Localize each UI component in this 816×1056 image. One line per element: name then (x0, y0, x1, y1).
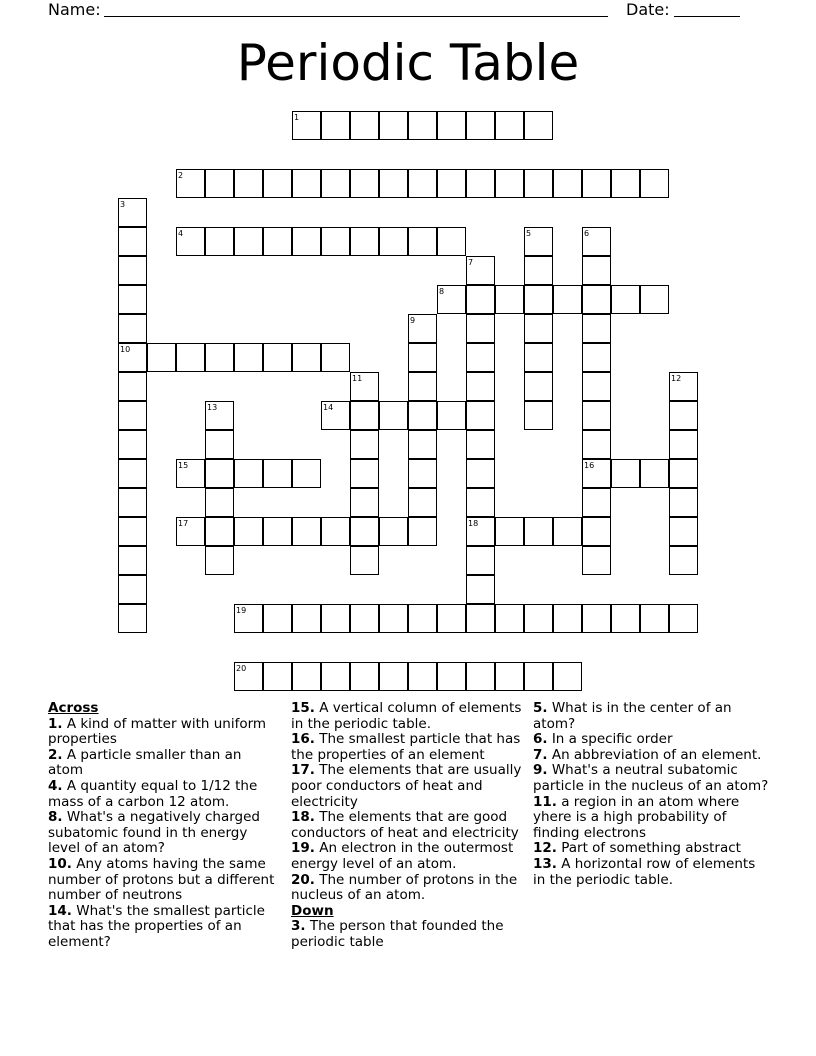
clue-number: 9 (410, 316, 416, 325)
grid-cell[interactable] (582, 372, 611, 401)
grid-cell[interactable] (437, 604, 466, 633)
grid-cell[interactable] (379, 169, 408, 198)
grid-cell[interactable] (466, 546, 495, 575)
grid-cell[interactable] (292, 604, 321, 633)
clue-down-13: 13. A horizontal row of elements in the periodic table. (533, 855, 756, 888)
grid-cell[interactable] (524, 169, 553, 198)
grid-cell[interactable] (437, 169, 466, 198)
grid-cell[interactable] (466, 111, 495, 140)
date-label: Date: (626, 0, 670, 19)
grid-cell[interactable] (321, 517, 350, 546)
grid-cell[interactable] (553, 169, 582, 198)
clue-across-17: 17. The elements that are usually poor conductors of heat and electricity (291, 762, 522, 810)
grid-cell[interactable] (524, 517, 553, 546)
clue-number: 16 (584, 461, 595, 470)
grid-cell[interactable] (437, 227, 466, 256)
grid-cell[interactable] (205, 343, 234, 372)
grid-cell[interactable] (292, 459, 321, 488)
grid-cell[interactable] (379, 517, 408, 546)
clue-across-14: 14. What's the smallest particle that has the properties of an element? (48, 902, 265, 950)
grid-cell[interactable] (466, 285, 495, 314)
grid-cell[interactable] (495, 169, 524, 198)
clue-across-20: 20. The number of protons in the nucleus of an atom. (291, 871, 518, 904)
grid-cell[interactable] (582, 314, 611, 343)
grid-cell[interactable] (495, 111, 524, 140)
clue-number: 12 (671, 374, 682, 383)
grid-cell[interactable] (350, 430, 379, 459)
grid-cell[interactable] (524, 314, 553, 343)
grid-cell[interactable] (408, 343, 437, 372)
grid-cell[interactable] (553, 662, 582, 691)
grid-cell[interactable] (466, 401, 495, 430)
grid-cell[interactable] (640, 604, 669, 633)
grid-cell[interactable] (379, 401, 408, 430)
clue-number: 10 (120, 345, 131, 354)
grid-cell[interactable] (611, 169, 640, 198)
grid-cell[interactable] (408, 459, 437, 488)
grid-cell[interactable] (234, 343, 263, 372)
clues-column-3 (533, 701, 769, 888)
grid-cell[interactable] (669, 430, 698, 459)
clue-across-8: 8. What's a negatively charged subatomic found in th energy level of an atom? (48, 809, 260, 857)
grid-cell[interactable] (321, 169, 350, 198)
grid-cell[interactable] (205, 169, 234, 198)
clue-number: 4 (178, 229, 184, 238)
page-title: Periodic Table (236, 34, 580, 92)
grid-cell[interactable] (495, 285, 524, 314)
grid-cell[interactable] (118, 372, 147, 401)
clue-down-3: 3. The person that founded the periodic table (291, 918, 504, 950)
clue-down-5: 5. What is in the center of an atom? (533, 700, 732, 732)
grid-cell[interactable] (524, 343, 553, 372)
grid-cell[interactable] (524, 662, 553, 691)
grid-cell[interactable] (669, 488, 698, 517)
grid-cell[interactable] (582, 488, 611, 517)
grid-cell[interactable] (408, 430, 437, 459)
clue-across-2: 2. A particle smaller than an atom (48, 746, 242, 779)
grid-cell[interactable] (321, 111, 350, 140)
grid-cell[interactable] (263, 343, 292, 372)
grid-cell[interactable] (234, 459, 263, 488)
grid-cell[interactable] (524, 111, 553, 140)
grid-cell[interactable] (408, 488, 437, 517)
clue-number: 14 (323, 403, 334, 412)
grid-cell[interactable] (205, 546, 234, 575)
grid-cell[interactable] (495, 604, 524, 633)
clue-number: 7 (468, 258, 474, 267)
grid-cell[interactable] (379, 227, 408, 256)
grid-cell[interactable] (495, 517, 524, 546)
grid-cell[interactable] (582, 517, 611, 546)
clue-number: 17 (178, 519, 189, 528)
grid-cell[interactable] (379, 111, 408, 140)
grid-cell[interactable] (640, 169, 669, 198)
grid-cell[interactable] (321, 227, 350, 256)
grid-cell[interactable] (466, 575, 495, 604)
grid-cell[interactable] (292, 517, 321, 546)
grid-cell[interactable] (205, 488, 234, 517)
grid-cell[interactable] (408, 401, 437, 430)
grid-cell[interactable] (466, 314, 495, 343)
grid-cell[interactable] (611, 459, 640, 488)
grid-cell[interactable] (495, 662, 524, 691)
grid-cell[interactable] (118, 517, 147, 546)
grid-cell[interactable] (524, 604, 553, 633)
grid-cell[interactable] (582, 169, 611, 198)
grid-cell[interactable] (466, 430, 495, 459)
clues-column-2 (291, 701, 523, 951)
grid-cell[interactable] (292, 169, 321, 198)
grid-cell[interactable] (524, 372, 553, 401)
clue-down-9: 9. What's a neutral subatomic particle in the nucleus of an atom? (533, 762, 769, 794)
clue-down-12: 12. Part of something abstract (533, 840, 741, 857)
grid-cell[interactable] (234, 169, 263, 198)
grid-cell[interactable] (118, 604, 147, 633)
grid-cell[interactable] (118, 285, 147, 314)
grid-cell[interactable] (669, 517, 698, 546)
grid-cell[interactable] (205, 459, 234, 488)
clue-across-4: 4. A quantity equal to 1/12 the mass of a carbon 12 atom. (48, 777, 258, 810)
grid-cell[interactable] (524, 401, 553, 430)
grid-cell[interactable] (350, 604, 379, 633)
grid-cell[interactable] (321, 604, 350, 633)
grid-cell[interactable] (582, 430, 611, 459)
clue-across-15: 15. A vertical column of elements in the periodic table. (291, 700, 522, 732)
grid-cell[interactable] (292, 662, 321, 691)
grid-cell[interactable] (350, 169, 379, 198)
clue-number: 3 (120, 200, 126, 209)
name-label: Name: (48, 0, 101, 19)
grid-cell[interactable] (466, 372, 495, 401)
grid-cell[interactable] (640, 285, 669, 314)
grid-cell[interactable] (263, 169, 292, 198)
grid-cell[interactable] (350, 227, 379, 256)
grid-cell[interactable] (147, 343, 176, 372)
grid-cell[interactable] (350, 488, 379, 517)
grid-cell[interactable] (176, 343, 205, 372)
grid-cell[interactable] (118, 488, 147, 517)
grid-cell[interactable] (408, 227, 437, 256)
grid-cell[interactable] (118, 546, 147, 575)
grid-cell[interactable] (466, 488, 495, 517)
grid-cell[interactable] (582, 343, 611, 372)
grid-cell[interactable] (437, 111, 466, 140)
clue-across-10: 10. Any atoms having the same number of protons but a different number of neutrons (48, 855, 275, 904)
clue-across-19: 19. An electron in the outermost energy level of an atom. (291, 840, 514, 872)
clue-down-11: 11. a region in an atom where yhere is a high probability of finding electrons (533, 793, 740, 841)
grid-cell[interactable] (437, 662, 466, 691)
grid-cell[interactable] (205, 517, 234, 546)
grid-cell[interactable] (350, 517, 379, 546)
grid-cell[interactable] (118, 459, 147, 488)
grid-cell[interactable] (379, 662, 408, 691)
grid-cell[interactable] (669, 546, 698, 575)
grid-cell[interactable] (611, 604, 640, 633)
grid-cell[interactable] (553, 285, 582, 314)
grid-cell[interactable] (350, 459, 379, 488)
grid-cell[interactable] (466, 459, 495, 488)
grid-cell[interactable] (466, 604, 495, 633)
grid-cell[interactable] (524, 256, 553, 285)
clue-number: 13 (207, 403, 218, 412)
grid-cell[interactable] (466, 169, 495, 198)
grid-cell[interactable] (582, 546, 611, 575)
grid-cell[interactable] (437, 401, 466, 430)
grid-cell[interactable] (292, 343, 321, 372)
grid-cell[interactable] (263, 517, 292, 546)
grid-cell[interactable] (582, 256, 611, 285)
grid-cell[interactable] (118, 575, 147, 604)
grid-cell[interactable] (669, 401, 698, 430)
clue-across-16: 16. The smallest particle that has the properties of an element (291, 731, 521, 763)
grid-cell[interactable] (408, 372, 437, 401)
clue-number: 15 (178, 461, 189, 470)
grid-cell[interactable] (524, 285, 553, 314)
clues-column-1 (48, 701, 280, 951)
grid-cell[interactable] (408, 169, 437, 198)
clue-number: 2 (178, 171, 184, 180)
grid-cell[interactable] (669, 604, 698, 633)
clue-down-7: 7. An abbreviation of an element. (533, 746, 762, 763)
grid-cell[interactable] (205, 227, 234, 256)
grid-cell[interactable] (466, 662, 495, 691)
grid-cell[interactable] (466, 343, 495, 372)
grid-cell[interactable] (118, 314, 147, 343)
grid-cell[interactable] (118, 227, 147, 256)
grid-cell[interactable] (553, 604, 582, 633)
clue-across-1: 1. A kind of matter with uniform properties (48, 715, 267, 748)
grid-cell[interactable] (582, 285, 611, 314)
grid-cell[interactable] (234, 517, 263, 546)
grid-cell[interactable] (321, 662, 350, 691)
clue-number: 19 (236, 606, 247, 615)
grid-cell[interactable] (350, 401, 379, 430)
across-heading: Across (48, 700, 99, 716)
grid-cell[interactable] (263, 459, 292, 488)
clue-number: 18 (468, 519, 479, 528)
clue-number: 8 (439, 287, 445, 296)
clue-number: 6 (584, 229, 590, 238)
grid-cell[interactable] (263, 662, 292, 691)
grid-cell[interactable] (350, 546, 379, 575)
clue-number: 1 (294, 113, 300, 122)
grid-cell[interactable] (350, 111, 379, 140)
down-heading: Down (291, 902, 334, 919)
clue-number: 5 (526, 229, 532, 238)
grid-cell[interactable] (611, 285, 640, 314)
grid-cell[interactable] (553, 517, 582, 546)
grid-cell[interactable] (408, 111, 437, 140)
grid-cell[interactable] (408, 662, 437, 691)
clue-number: 20 (236, 664, 247, 673)
clue-down-6: 6. In a specific order (533, 731, 673, 748)
grid-cell[interactable] (118, 401, 147, 430)
grid-cell[interactable] (263, 604, 292, 633)
grid-cell[interactable] (234, 227, 263, 256)
clue-number: 11 (352, 374, 363, 383)
grid-cell[interactable] (408, 517, 437, 546)
grid-cell[interactable] (379, 604, 408, 633)
grid-cell[interactable] (582, 604, 611, 633)
grid-cell[interactable] (408, 604, 437, 633)
grid-cell[interactable] (582, 401, 611, 430)
grid-cell[interactable] (669, 459, 698, 488)
grid-cell[interactable] (118, 256, 147, 285)
grid-cell[interactable] (350, 662, 379, 691)
clue-across-18: 18. The elements that are good conductors of heat and electricity (291, 809, 519, 841)
grid-cell[interactable] (640, 459, 669, 488)
grid-cell[interactable] (292, 227, 321, 256)
grid-cell[interactable] (118, 430, 147, 459)
grid-cell[interactable] (321, 343, 350, 372)
grid-cell[interactable] (205, 430, 234, 459)
grid-cell[interactable] (263, 227, 292, 256)
